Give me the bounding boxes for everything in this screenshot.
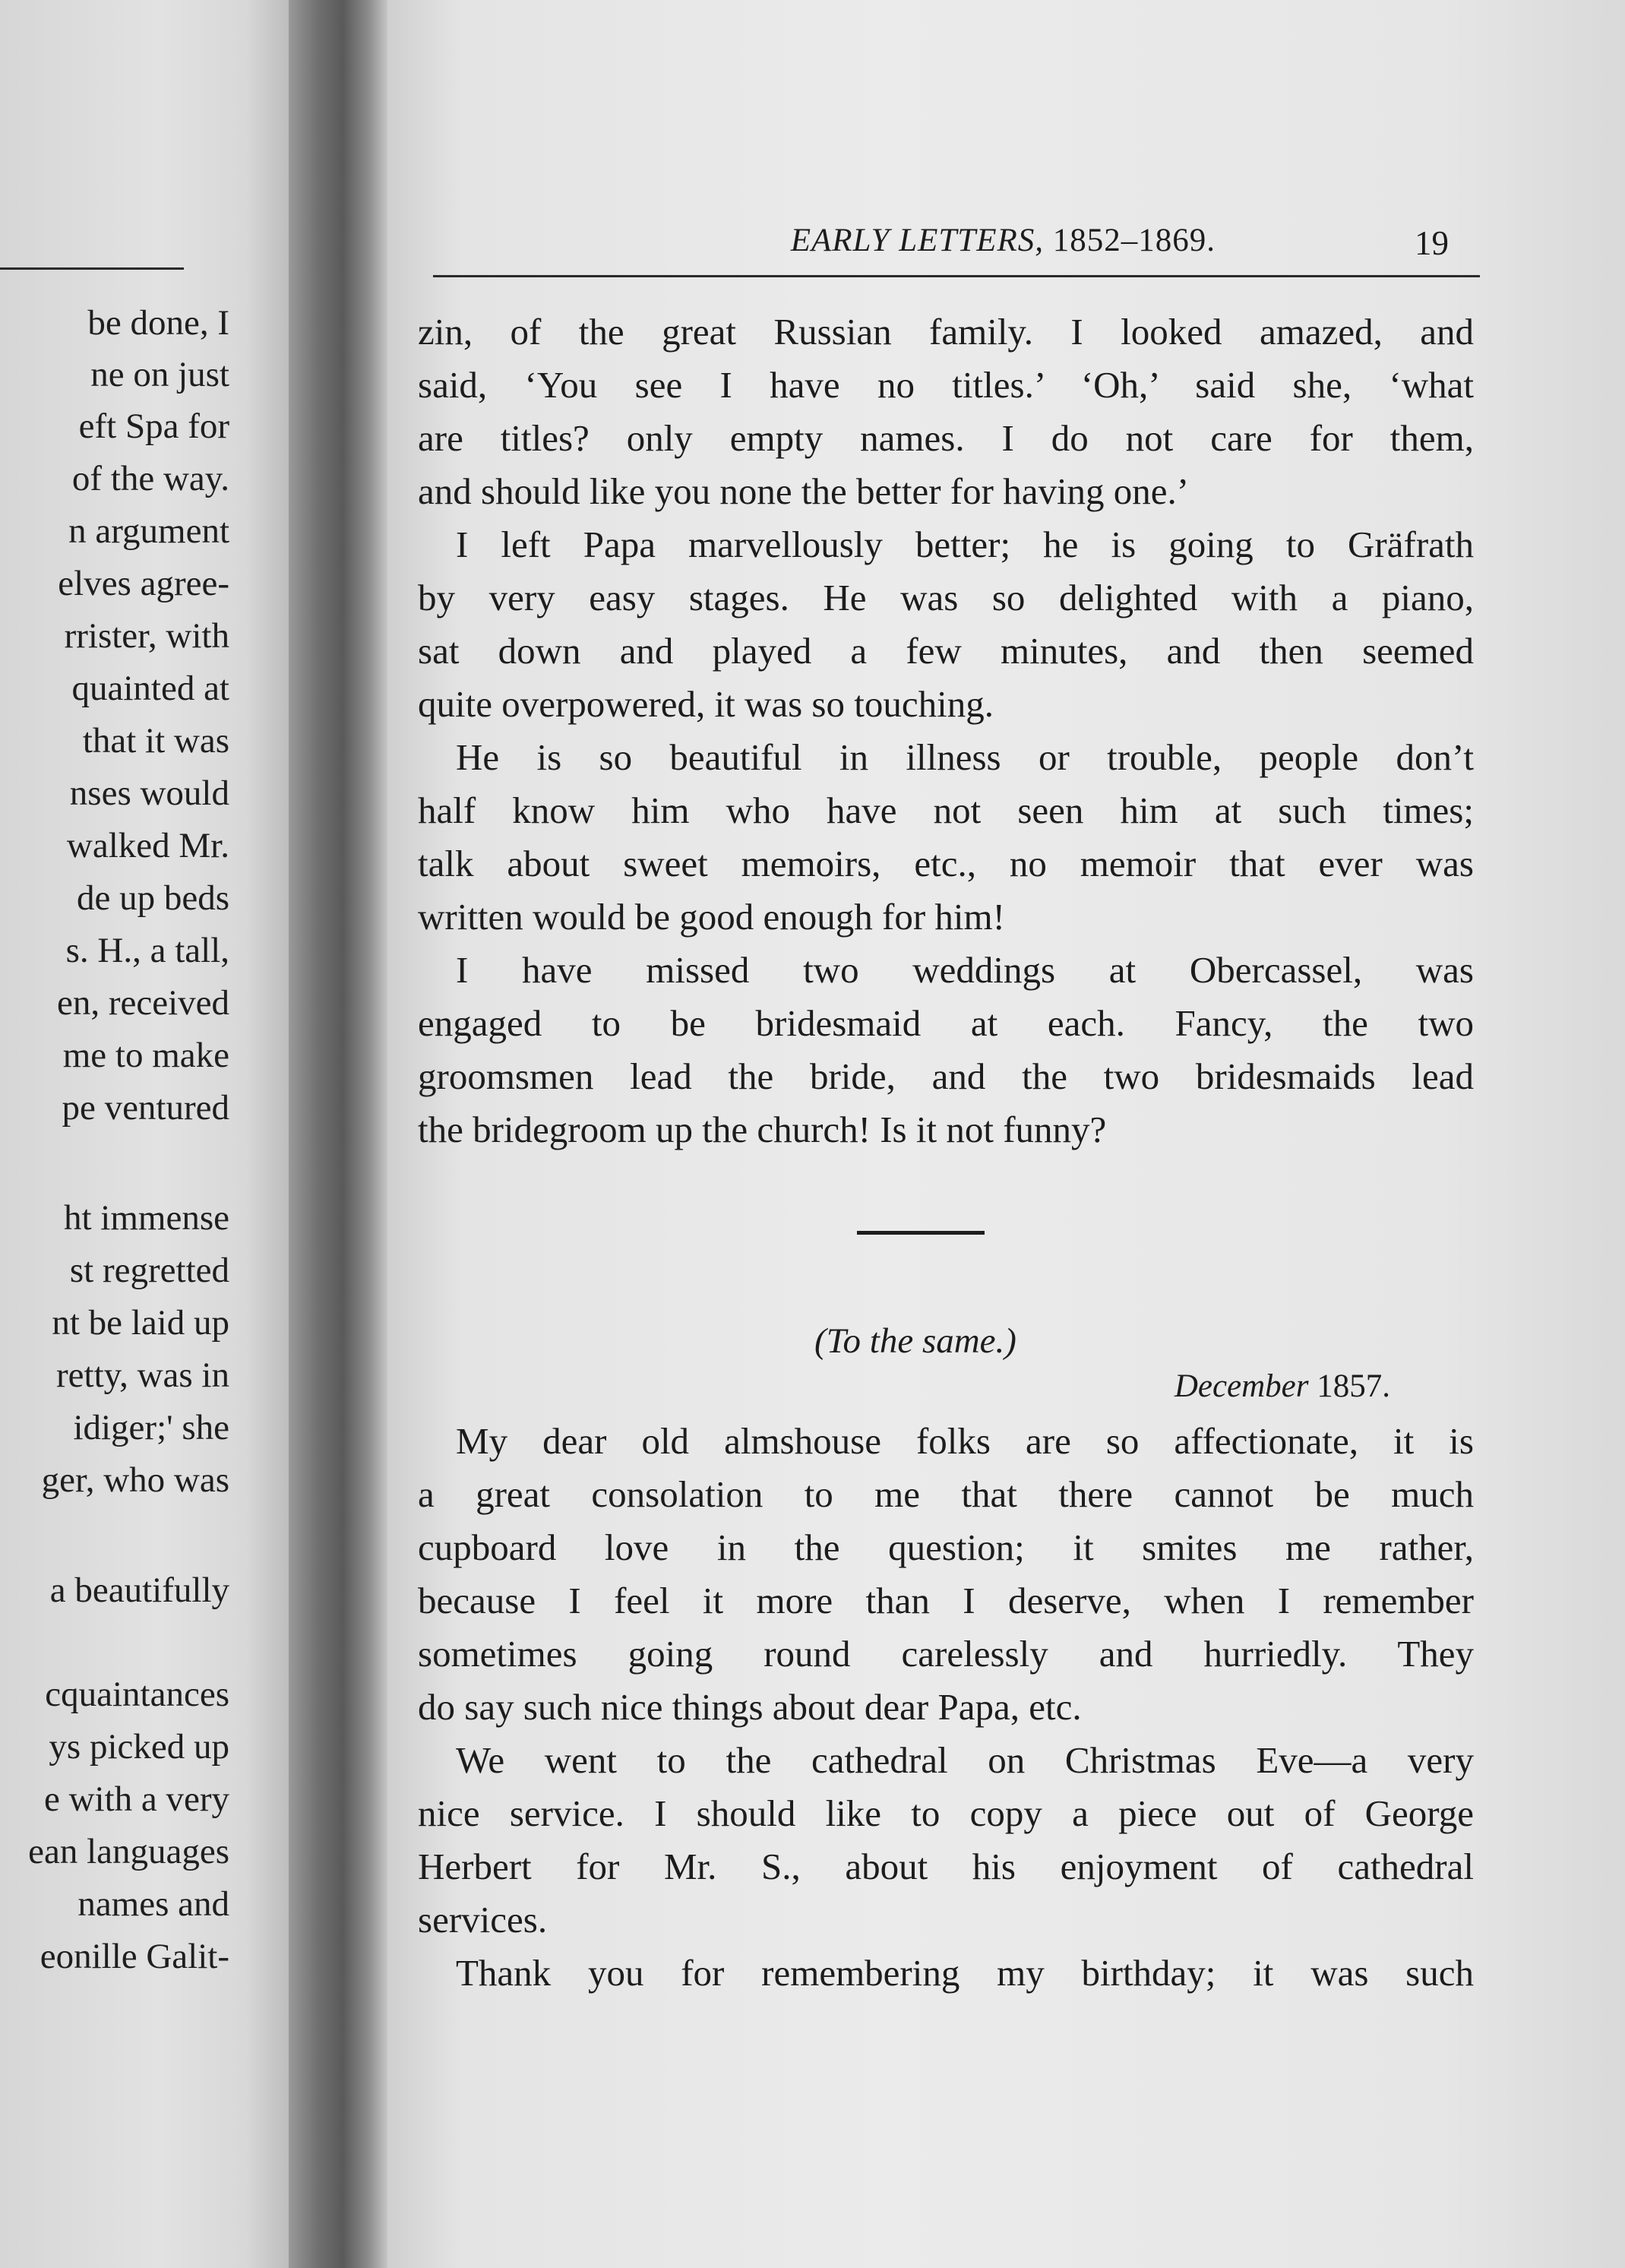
left-page-line: names and xyxy=(77,1884,229,1924)
left-page-rule xyxy=(0,267,184,270)
header-rule xyxy=(433,275,1480,277)
left-page-line: elves agree- xyxy=(58,564,229,603)
text-line: half know him who have not seen him at such times; xyxy=(418,789,1474,831)
text-line: and should like you none the better for having one.’ xyxy=(418,470,1190,512)
text-line: We went to the cathedral on Christmas Eve—a very xyxy=(456,1739,1474,1781)
text-line: Herbert for Mr. S., about his enjoyment of cathedral xyxy=(418,1846,1474,1887)
left-page-line: s. H., a tall, xyxy=(65,931,229,970)
left-page-line: pe ventured xyxy=(62,1088,229,1128)
left-page-line: cquaintances xyxy=(45,1675,229,1714)
left-page-line: eft Spa for xyxy=(78,406,229,446)
text-line: because I feel it more than I deserve, when I remember xyxy=(418,1580,1474,1621)
left-page-line: be done, I xyxy=(87,303,229,343)
left-page-line: ys picked up xyxy=(49,1727,229,1767)
running-head-title: EARLY LETTERS, xyxy=(790,223,1044,258)
text-line: by very easy stages. He was so delighted with a piano, xyxy=(418,577,1474,618)
text-line: services. xyxy=(418,1899,548,1941)
text-line: the bridegroom up the church! Is it not funny? xyxy=(418,1109,1107,1150)
text-line: Thank you for remembering my birthday; it was such xyxy=(456,1952,1474,1994)
text-line: zin, of the great Russian family. I looked amazed, and xyxy=(418,311,1474,353)
text-line: sat down and played a few minutes, and then seemed xyxy=(418,630,1474,672)
text-line: are titles? only empty names. I do not care for them, xyxy=(418,417,1474,459)
left-page-line: of the way. xyxy=(71,459,229,498)
left-page-line: ne on just xyxy=(90,355,229,394)
text-line: written would be good enough for him! xyxy=(418,896,1005,938)
left-page-line: e with a very xyxy=(43,1779,229,1819)
left-page-line: n argument xyxy=(68,511,229,551)
left-page-line: nt be laid up xyxy=(52,1303,229,1343)
text-line: nice service. I should like to copy a piece out of George xyxy=(418,1792,1474,1834)
text-line: I left Papa marvellously better; he is going to Gräfrath xyxy=(456,524,1474,565)
text-line: sometimes going round carelessly and hurriedly. They xyxy=(418,1633,1474,1675)
running-head-years: 1852–1869. xyxy=(1052,223,1216,258)
letter-date-month: December xyxy=(1174,1368,1309,1404)
text-line: I have missed two weddings at Obercassel, was xyxy=(456,949,1474,991)
section-divider xyxy=(857,1231,985,1235)
book-gutter xyxy=(289,0,387,2268)
text-line: talk about sweet memoirs, etc., no memoir that ever was xyxy=(418,843,1474,884)
left-page xyxy=(0,0,289,2268)
letter-date-year: 1857. xyxy=(1317,1368,1390,1404)
text-line: He is so beautiful in illness or trouble, people don’t xyxy=(456,736,1474,778)
left-page-line: de up beds xyxy=(76,878,229,918)
letter-heading: (To the same.) xyxy=(814,1321,1016,1361)
left-page-line: ean languages xyxy=(28,1832,229,1871)
text-line: said, ‘You see I have no titles.’ ‘Oh,’ said she, ‘what xyxy=(418,364,1474,406)
right-page xyxy=(387,0,1625,2268)
left-page-line: a beautifully xyxy=(49,1571,229,1610)
left-page-line: rrister, with xyxy=(64,616,229,656)
text-line: a great consolation to me that there cannot be much xyxy=(418,1473,1474,1515)
text-line: quite overpowered, it was so touching. xyxy=(418,683,994,725)
left-page-line: me to make xyxy=(62,1036,229,1075)
text-line: My dear old almshouse folks are so affectionate, it is xyxy=(456,1420,1474,1462)
text-line: engaged to be bridesmaid at each. Fancy, the two xyxy=(418,1002,1474,1044)
left-page-line: ht immense xyxy=(64,1198,229,1238)
left-page-line: quainted at xyxy=(71,669,229,708)
text-line: do say such nice things about dear Papa, etc. xyxy=(418,1686,1082,1728)
left-page-line: st regretted xyxy=(69,1251,229,1290)
left-page-line: that it was xyxy=(82,721,229,761)
left-page-line: ger, who was xyxy=(41,1460,229,1500)
text-line: groomsmen lead the bride, and the two bridesmaids lead xyxy=(418,1055,1474,1097)
left-page-line: nses would xyxy=(69,773,229,813)
text-line: cupboard love in the question; it smites me rather, xyxy=(418,1526,1474,1568)
left-page-line: retty, was in xyxy=(56,1355,229,1395)
running-head xyxy=(387,222,1216,259)
left-page-line: eonille Galit- xyxy=(40,1937,229,1976)
page-number: 19 xyxy=(1415,224,1449,262)
letter-date xyxy=(387,1368,1390,1405)
left-page-line: en, received xyxy=(56,983,229,1023)
left-page-line: idiger;' she xyxy=(73,1408,229,1447)
left-page-line: walked Mr. xyxy=(66,826,229,865)
